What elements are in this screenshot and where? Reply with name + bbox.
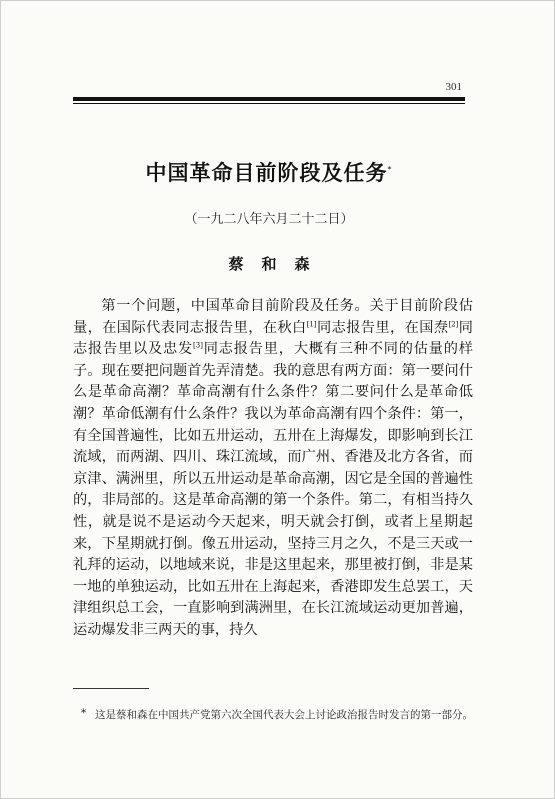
- article-title: [73, 157, 465, 187]
- note-ref-3: [3]: [193, 341, 203, 350]
- article-title-text: 中国革命目前阶段及任务: [145, 161, 388, 185]
- article-author: 蔡和森: [228, 255, 328, 273]
- page-number: 301: [445, 81, 462, 93]
- title-footnote-mark: *: [387, 165, 393, 174]
- note-ref-2: [2]: [448, 319, 459, 328]
- body-paragraph: [73, 296, 473, 642]
- footnote-mark: *: [81, 707, 87, 719]
- paragraph-segment: 同志报告里以及忠发: [73, 319, 473, 358]
- footnote-divider: [73, 688, 149, 689]
- paragraph-segment: 同志报告里，大概有三种不同的估量的样子。现在要把问题首先弄清楚。我的意思有两方面：第一要问什么是革命高潮？革命高潮有什么条件？第二要问什么是革命低潮？革命低潮有什么条件？我以为革命高潮有四个条件：第一，有全国普遍性，比如五卅运动，五卅在上海爆发，即影响到长江流域，而两湖、四川、珠江流域，而广州、香港及北方各省，而京津、满洲里，所以五卅运动是革命高潮，因它是全国的普遍性的，非局部的。这是革命高潮的第一个条件。第二，有相当持久性，就是说不是运动今天起来，明天就会打倒，或者上星期起来，下星期就打倒。像五卅运动，坚持三月之久，不是三天或一礼拜的运动，以地域来说，非是这里起来，那里被打倒，非是某一地的单独运动，比如五卅在上海起来，香港即发生总罢工，天津组织总工会，一直影响到满洲里，在长江流域运动更加普遍，运动爆发非三两天的事，持久: [73, 341, 473, 638]
- article-date: （一九二八年六月二十二日）: [184, 212, 354, 227]
- footnote-text: 这是蔡和森在中国共产党第六次全国代表大会上讨论政治报告时发言的第一部分。: [95, 709, 473, 721]
- header-rule-thin: [73, 103, 465, 104]
- paragraph-segment: 第一个问题，中国革命目前阶段及任务。关于目前阶段估量，在国际代表同志报告里，在秋白: [73, 298, 473, 336]
- note-ref-1: [1]: [306, 319, 317, 328]
- paragraph-segment: 同志报告里，在国焘: [316, 319, 449, 336]
- header-rule-thick: [73, 97, 465, 101]
